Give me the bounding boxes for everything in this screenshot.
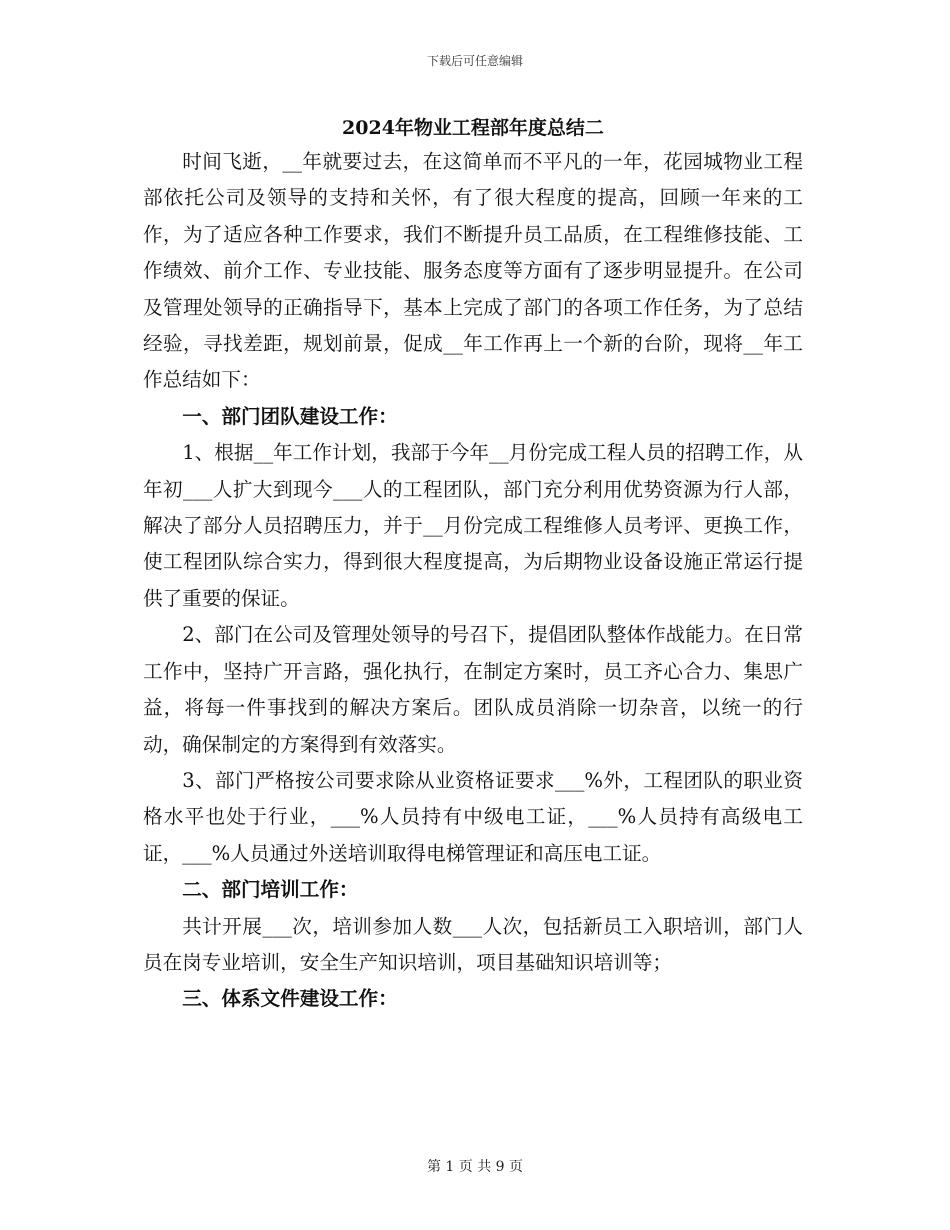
team-paragraph-2: 2、部门在公司及管理处领导的号召下，提倡团队整体作战能力。在日常工作中，坚持广开言路，强化执行，在制定方案时，员工齐心合力、集思广益，将每一件事找到的解决方案后。团队成员消除一切杂音，以统一的行动，确保制定的方案得到有效落实。	[143, 623, 803, 756]
intro-paragraph: 时间飞逝，__年就要过去，在这简单而不平凡的一年，花园城物业工程部依托公司及领导的支持和关怀，有了很大程度的提高，回顾一年来的工作，为了适应各种工作要求，我们不断提升员工品质，在工程维修技能、工作绩效、前介工作、专业技能、服务态度等方面有了逐步明显提升。在公司及管理处领导的正确指导下，基本上完成了部门的各项工作任务，为了总结经验，寻找差距，规划前景，促成__年工作再上一个新的台阶，现将__年工作总结如下：	[143, 150, 803, 392]
training-paragraph: 共计开展___次，培训参加人数___人次，包括新员工入职培训，部门人员在岗专业培训，安全生产知识培训，项目基础知识培训等；	[143, 914, 803, 974]
header-note: 下载后可任意编辑	[426, 54, 523, 68]
team-paragraph-3: 3、部门严格按公司要求除从业资格证要求___%外，工程团队的职业资格水平也处于行业，___%人员持有中级电工证，___%人员持有高级电工证，___%人员通过外送培训取得电梯管理证和高压电工证。	[143, 768, 803, 865]
section-heading-training: 二、部门培训工作：	[182, 878, 359, 902]
section-heading-team: 一、部门团队建设工作：	[182, 404, 398, 428]
document-body	[143, 112, 803, 1018]
document-title: 2024年物业工程部年度总结二	[342, 117, 604, 139]
page-footer: 第 1 页 共 9 页	[426, 1159, 524, 1175]
section-heading-documents: 三、体系文件建设工作：	[182, 987, 398, 1011]
team-paragraph-1: 1、根据__年工作计划，我部于今年__月份完成工程人员的招聘工作，从年初___人扩大到现今___人的工程团队，部门充分利用优势资源为行人部，解决了部分人员招聘压力，并于__月份完成工程维修人员考评、更换工作，使工程团队综合实力，得到很大程度提高，为后期物业设备设施正常运行提供了重要的保证。	[143, 441, 803, 610]
